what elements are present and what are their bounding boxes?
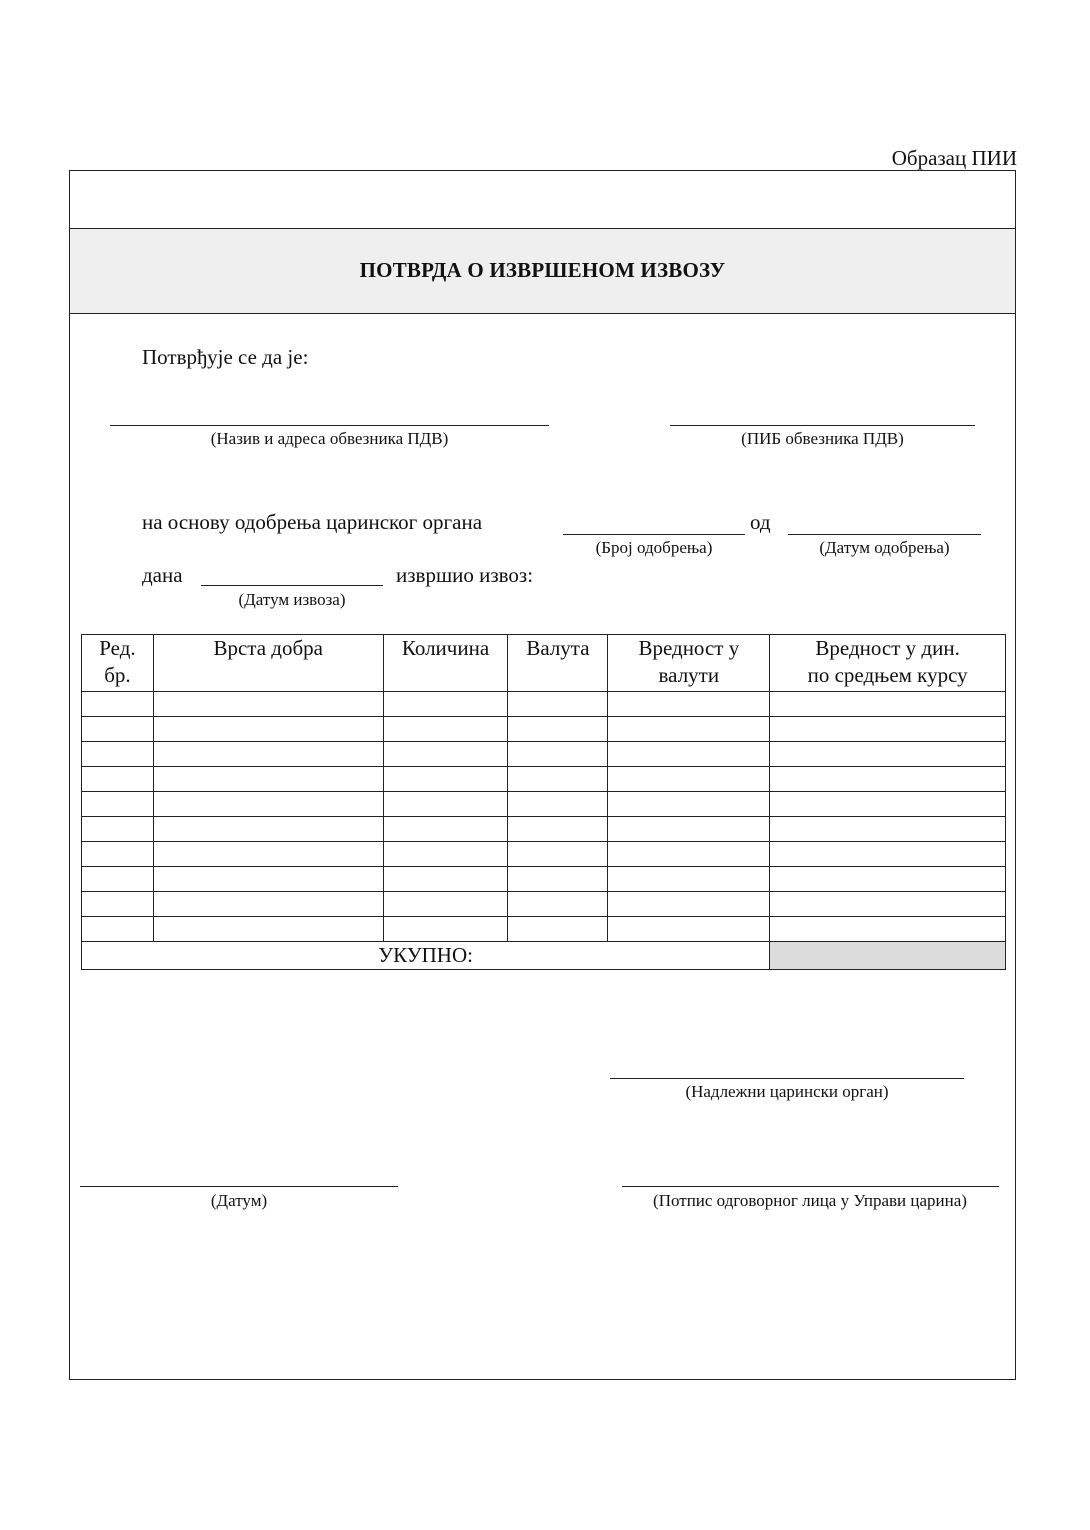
table-row [82, 692, 1006, 717]
signature-caption: (Потпис одговорног лица у Управи царина) [653, 1191, 967, 1210]
export-date-line[interactable] [201, 585, 383, 586]
approval-number-caption: (Број одобрења) [595, 538, 713, 557]
date-line[interactable] [80, 1186, 398, 1187]
table-row [82, 892, 1006, 917]
header-goods-type: Врста добра [153, 635, 383, 692]
goods-table-body [82, 692, 1006, 942]
table-cell[interactable] [508, 692, 608, 717]
table-cell[interactable] [608, 867, 770, 892]
sentence-performed: извршио извоз: [396, 563, 534, 587]
table-cell[interactable] [770, 842, 1006, 867]
table-cell[interactable] [82, 767, 154, 792]
table-cell[interactable] [608, 817, 770, 842]
table-cell[interactable] [383, 742, 508, 767]
pib-line[interactable] [670, 425, 975, 426]
goods-table [81, 634, 1006, 970]
table-cell[interactable] [383, 917, 508, 942]
table-cell[interactable] [153, 892, 383, 917]
table-cell[interactable] [153, 742, 383, 767]
total-value-cell[interactable] [770, 942, 1006, 970]
header-currency: Валута [508, 635, 608, 692]
table-cell[interactable] [608, 717, 770, 742]
customs-authority-line[interactable] [610, 1078, 964, 1079]
table-cell[interactable] [770, 892, 1006, 917]
table-cell[interactable] [383, 717, 508, 742]
table-row [82, 742, 1006, 767]
sentence-approval: на основу одобрења царинског органа [142, 510, 483, 534]
date-caption: (Датум) [210, 1191, 268, 1210]
table-cell[interactable] [770, 717, 1006, 742]
table-cell[interactable] [770, 867, 1006, 892]
table-cell[interactable] [770, 767, 1006, 792]
table-cell[interactable] [770, 692, 1006, 717]
table-cell[interactable] [383, 817, 508, 842]
table-cell[interactable] [770, 917, 1006, 942]
customs-authority-caption: (Надлежни царински орган) [685, 1082, 889, 1101]
table-cell[interactable] [770, 817, 1006, 842]
export-date-caption: (Датум извоза) [238, 590, 346, 609]
table-cell[interactable] [82, 842, 154, 867]
table-row [82, 767, 1006, 792]
table-cell[interactable] [508, 817, 608, 842]
table-cell[interactable] [608, 692, 770, 717]
sentence-od: од [750, 510, 771, 534]
intro-text: Потврђује се да је: [142, 345, 309, 369]
table-cell[interactable] [82, 692, 154, 717]
table-cell[interactable] [153, 867, 383, 892]
table-cell[interactable] [608, 742, 770, 767]
table-row [82, 792, 1006, 817]
table-cell[interactable] [383, 867, 508, 892]
table-cell[interactable] [82, 742, 154, 767]
table-cell[interactable] [153, 767, 383, 792]
header-blank-area [70, 171, 1015, 229]
total-row [82, 942, 1006, 970]
table-row [82, 817, 1006, 842]
header-value-din: Вредност у дин. по средњем курсу [770, 635, 1006, 692]
table-cell[interactable] [82, 892, 154, 917]
name-address-caption: (Назив и адреса обвезника ПДВ) [210, 429, 449, 448]
table-cell[interactable] [770, 742, 1006, 767]
table-cell[interactable] [383, 792, 508, 817]
header-ordinal: Ред. бр. [82, 635, 154, 692]
table-cell[interactable] [383, 767, 508, 792]
table-cell[interactable] [508, 742, 608, 767]
approval-date-caption: (Датум одобрења) [819, 538, 950, 557]
table-cell[interactable] [82, 817, 154, 842]
table-cell[interactable] [153, 917, 383, 942]
table-cell[interactable] [608, 842, 770, 867]
table-cell[interactable] [383, 692, 508, 717]
table-cell[interactable] [770, 792, 1006, 817]
table-row [82, 842, 1006, 867]
table-cell[interactable] [82, 867, 154, 892]
table-cell[interactable] [508, 717, 608, 742]
approval-date-line[interactable] [788, 534, 981, 535]
table-cell[interactable] [508, 767, 608, 792]
table-cell[interactable] [508, 842, 608, 867]
name-address-line[interactable] [110, 425, 549, 426]
table-cell[interactable] [608, 767, 770, 792]
table-cell[interactable] [153, 792, 383, 817]
form-title: ПОТВРДА О ИЗВРШЕНОМ ИЗВОЗУ [359, 258, 726, 282]
form-code: Образац ПИИ [891, 146, 1017, 170]
table-row [82, 867, 1006, 892]
table-cell[interactable] [383, 842, 508, 867]
table-cell[interactable] [608, 792, 770, 817]
table-cell[interactable] [153, 717, 383, 742]
header-value-fx: Вредност у валути [608, 635, 770, 692]
table-cell[interactable] [608, 892, 770, 917]
title-band [70, 229, 1015, 314]
table-cell[interactable] [508, 892, 608, 917]
total-label: УКУПНО: [82, 942, 770, 970]
table-cell[interactable] [508, 867, 608, 892]
table-cell[interactable] [82, 917, 154, 942]
signature-line[interactable] [622, 1186, 999, 1187]
table-row [82, 717, 1006, 742]
table-cell[interactable] [82, 792, 154, 817]
table-cell[interactable] [153, 817, 383, 842]
table-cell[interactable] [508, 792, 608, 817]
table-cell[interactable] [508, 917, 608, 942]
pib-caption: (ПИБ обвезника ПДВ) [741, 429, 904, 448]
header-quantity: Количина [383, 635, 508, 692]
table-cell[interactable] [153, 692, 383, 717]
sentence-dana: дана [142, 563, 183, 587]
table-row [82, 917, 1006, 942]
approval-number-line[interactable] [563, 534, 745, 535]
table-cell[interactable] [82, 717, 154, 742]
table-header-row [82, 635, 1006, 692]
table-cell[interactable] [383, 892, 508, 917]
table-cell[interactable] [153, 842, 383, 867]
table-cell[interactable] [608, 917, 770, 942]
